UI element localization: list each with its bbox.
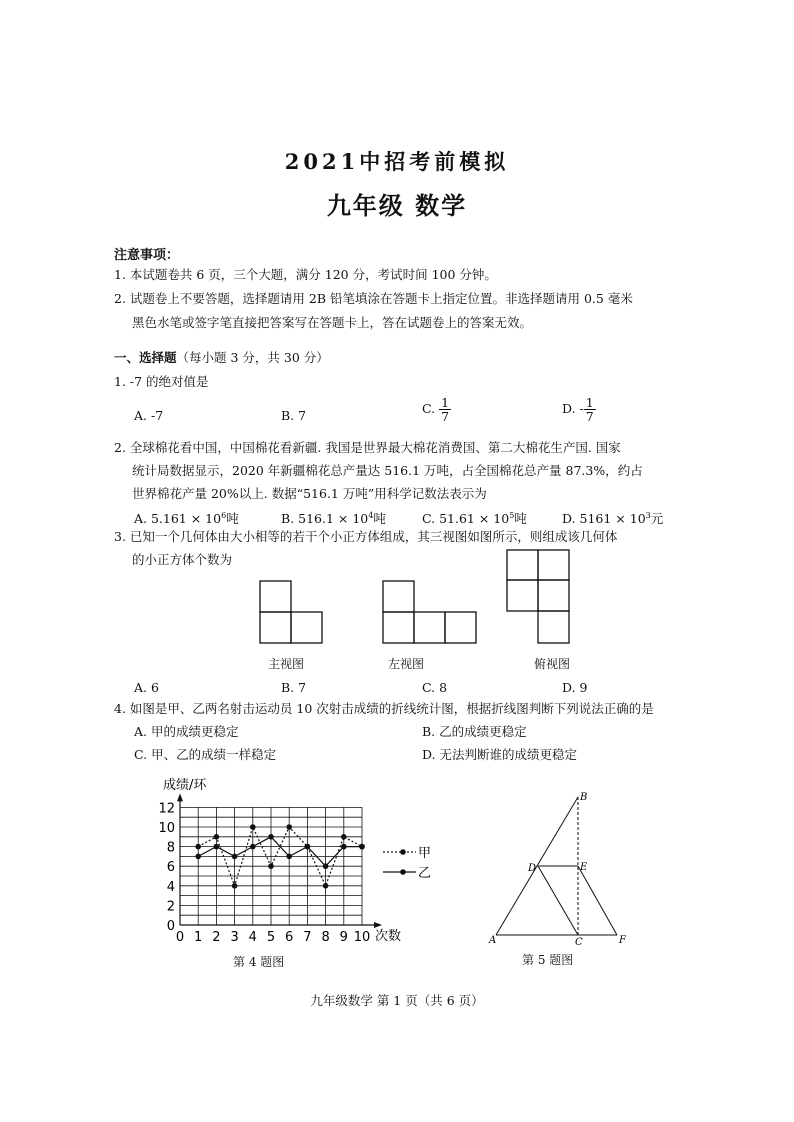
q4-option-b: B. 乙的成绩更稳定 xyxy=(422,724,527,739)
page-title: 2021中招考前模拟 xyxy=(284,149,510,174)
x-tick-label: 8 xyxy=(321,930,330,945)
q1-option-d-label: D. - xyxy=(562,401,584,416)
exponent: 3 xyxy=(645,511,651,520)
y-tick-label: 0 xyxy=(166,919,175,934)
x-tick-label: 2 xyxy=(212,930,221,945)
exponent: 6 xyxy=(221,511,227,520)
q1-option-a: A. -7 xyxy=(134,408,164,423)
notice-item-2: 2. 试题卷上不要答题，选择题请用 2B 铅笔填涂在答题卡上指定位置。非选择题请用 0.5 毫米 xyxy=(114,291,633,306)
left-view-label: 左视图 xyxy=(388,657,425,671)
y-tick-label: 2 xyxy=(166,899,175,915)
notice-heading: 注意事项： xyxy=(114,248,180,263)
x-axis-label: 次数 xyxy=(375,929,402,944)
legend-label: 乙 xyxy=(418,866,432,881)
y-tick-label: 4 xyxy=(166,879,175,895)
x-tick-label: 5 xyxy=(266,930,276,945)
point-A-label: A xyxy=(489,935,497,946)
q4-option-c: C. 甲、乙的成绩一样稳定 xyxy=(134,747,277,762)
q3-line-2: 的小正方体个数为 xyxy=(132,552,233,567)
exponent: 4 xyxy=(368,511,374,520)
y-tick-label: 12 xyxy=(158,801,175,817)
q4-option-d: D. 无法判断谁的成绩更稳定 xyxy=(422,747,578,762)
x-tick-label: 10 xyxy=(353,930,371,945)
q3-option-d: D. 9 xyxy=(562,680,588,695)
x-tick-label: 4 xyxy=(248,930,257,945)
y-tick-label: 8 xyxy=(166,840,175,856)
q1-stem: 1. -7 的绝对值是 xyxy=(114,374,209,389)
x-tick-label: 9 xyxy=(339,930,348,945)
y-tick-label: 10 xyxy=(158,821,175,836)
unit: 吨 xyxy=(226,511,239,527)
x-tick-label: 3 xyxy=(230,930,239,945)
q3-option-b: B. 7 xyxy=(281,680,307,695)
q4-option-a: A. 甲的成绩更稳定 xyxy=(134,724,239,739)
unit: 吨 xyxy=(373,511,386,527)
x-tick-label: 7 xyxy=(303,930,312,945)
option-text: A. 5.161 × 10 xyxy=(134,511,222,527)
q1-option-c-label: C. xyxy=(422,401,436,416)
q2-line-3: 世界棉花产量 20%以上. 数据“516.1 万吨”用科学记数法表示为 xyxy=(132,486,487,501)
fraction-denominator: 7 xyxy=(441,409,450,424)
front-view-label: 主视图 xyxy=(268,657,305,671)
fraction-numerator: 1 xyxy=(441,395,450,410)
section-note: （每小题 3 分，共 30 分） xyxy=(176,350,329,365)
point-E-label: E xyxy=(580,862,588,873)
q2-line-1: 2. 全球棉花看中国，中国棉花看新疆. 我国是世界最大棉花消费国、第二大棉花生产国. 国家 xyxy=(114,440,621,455)
fraction-denominator: 7 xyxy=(585,409,594,424)
y-axis-label: 成绩/环 xyxy=(163,778,207,793)
point-F-label: F xyxy=(619,935,626,946)
q3-option-a: A. 6 xyxy=(134,680,159,695)
q3-option-c: C. 8 xyxy=(422,680,448,695)
unit: 元 xyxy=(650,511,664,527)
q4-stem: 4. 如图是甲、乙两名射击运动员 10 次射击成绩的折线统计图，根据折线图判断下列说法正确的是 xyxy=(114,701,654,716)
x-tick-label: 1 xyxy=(194,930,203,945)
section-title: 一、选择题 xyxy=(114,350,177,365)
unit: 吨 xyxy=(514,511,527,527)
option-text: C. 51.61 × 10 xyxy=(422,511,510,527)
x-tick-label: 6 xyxy=(285,930,294,945)
point-D-label: D xyxy=(528,863,537,874)
point-C-label: C xyxy=(575,937,583,948)
legend-label: 甲 xyxy=(418,846,432,861)
page-subtitle: 九年级 数学 xyxy=(326,191,468,220)
q2-line-2: 统计局数据显示，2020 年新疆棉花总产量达 516.1 万吨，占全国棉花总产量 87.3%，约占 xyxy=(132,463,643,478)
option-text: B. 516.1 × 10 xyxy=(281,511,369,527)
option-text: D. 5161 × 10 xyxy=(562,511,646,527)
x-tick-label: 0 xyxy=(175,930,185,945)
q1-option-b: B. 7 xyxy=(281,408,307,423)
notice-item-2-cont: 黑色水笔或签字笔直接把答案写在答题卡上，答在试题卷上的答案无效。 xyxy=(132,315,533,330)
top-view-label: 俯视图 xyxy=(534,657,571,671)
y-tick-label: 6 xyxy=(166,860,175,876)
figure-4-caption: 第 4 题图 xyxy=(233,955,285,969)
figure-5-caption: 第 5 题图 xyxy=(522,953,574,967)
exponent: 5 xyxy=(509,511,515,520)
q3-line-1: 3. 已知一个几何体由大小相等的若干个小正方体组成，其三视图如图所示，则组成该几何体 xyxy=(114,529,618,544)
notice-item-1: 1. 本试题卷共 6 页，三个大题，满分 120 分，考试时间 100 分钟。 xyxy=(114,267,497,282)
page-footer: 九年级数学 第 1 页（共 6 页） xyxy=(310,993,484,1008)
fraction-numerator: 1 xyxy=(585,395,594,410)
point-B-label: B xyxy=(580,792,588,803)
line-EF xyxy=(578,866,617,935)
line-DC xyxy=(538,866,578,935)
